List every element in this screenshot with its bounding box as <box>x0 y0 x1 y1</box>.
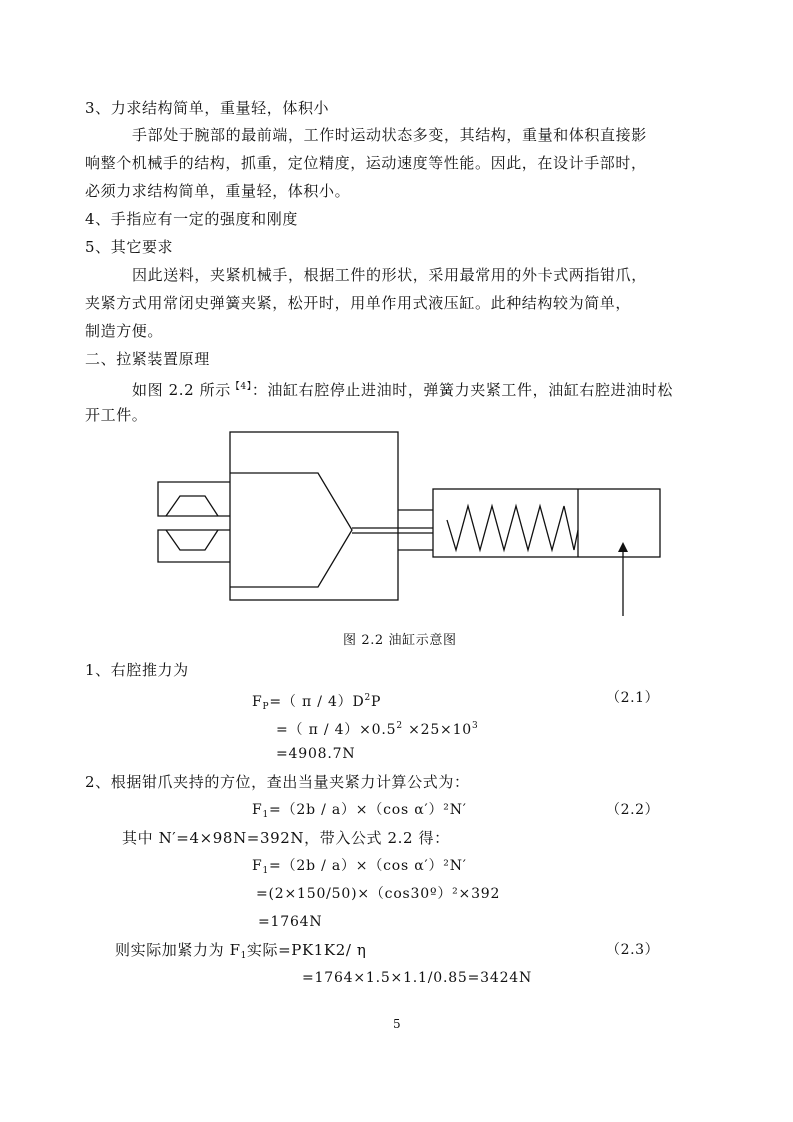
arrow-head-icon <box>618 542 628 552</box>
heading-5: 5、其它要求 <box>85 238 174 256</box>
section-heading: 二、拉紧装置原理 <box>85 350 210 368</box>
heading-3: 3、力求结构简单，重量轻，体积小 <box>85 99 330 117</box>
cylinder-body <box>230 432 398 600</box>
jaw-outline <box>230 473 352 587</box>
eq-symbol: F <box>252 802 263 818</box>
eq-symbol: F <box>252 694 263 710</box>
eq-text: =（ π / 4）D <box>269 694 365 710</box>
eq-superscript: 2 <box>396 721 403 731</box>
equation-number: （2.3） <box>606 942 660 958</box>
paragraph-line: 手部处于腕部的最前端，工作时运动状态多变，其结构，重量和体积直接影 <box>132 126 647 144</box>
eq-text: 实际=PK1K2/ η <box>246 941 367 959</box>
paragraph-line: 因此送料，夹紧机械手，根据工件的形状，采用最常用的外卡式两指钳爪， <box>132 266 647 284</box>
upper-finger-notch <box>166 496 218 516</box>
heading-4: 4、手指应有一定的强度和刚度 <box>85 210 298 228</box>
calc-heading-4 <box>115 940 366 966</box>
paragraph-line: 响整个机械手的结构，抓重，定位精度，运动速度等性能。因此，在设计手部时， <box>85 154 647 172</box>
eq-text: =（ π / 4）×0.5 <box>276 722 397 738</box>
equation-line: =1764N <box>258 914 323 930</box>
calc-heading-3: 其中 N′=4×98N=392N，带入公式 2.2 得： <box>122 829 450 847</box>
equation-line <box>252 856 467 881</box>
cylinder-tube <box>433 489 660 557</box>
eq-text: ×25×10 <box>402 722 472 738</box>
eq-subscript: 1 <box>262 810 270 820</box>
paragraph-text: 如图 2.2 所示 <box>132 381 231 399</box>
eq-superscript: 3 <box>471 721 479 731</box>
lower-finger-notch <box>166 530 218 550</box>
equation-line <box>276 716 479 740</box>
paragraph-line: 必须力求结构简单，重量轻，体积小。 <box>85 182 351 200</box>
eq-text: =（2b / a）×（cos α′）²N′ <box>269 802 467 818</box>
equation-line: =4908.7N <box>276 746 356 762</box>
eq-text: P <box>371 694 382 710</box>
eq-text: =（2b / a）×（cos α′）²N′ <box>269 858 467 874</box>
eq-subscript: 1 <box>262 866 270 876</box>
equation-line: =1764×1.5×1.1/0.85=3424N <box>302 970 533 986</box>
calc-heading-2: 2、根据钳爪夹持的方位，查出当量夹紧力计算公式为： <box>85 773 470 791</box>
page-number: 5 <box>393 1017 401 1031</box>
equation-2-2 <box>252 800 467 825</box>
equation-number: （2.2） <box>606 802 660 818</box>
eq-superscript: 2 <box>364 693 372 703</box>
paragraph-line: 夹紧方式用常闭史弹簧夹紧，松开时，用单作用式液压缸。此种结构较为简单， <box>85 294 632 312</box>
citation-ref: 【4】 <box>230 382 252 392</box>
eq-symbol: F <box>252 858 263 874</box>
equation-number: （2.1） <box>606 690 660 706</box>
eq-subscript: P <box>262 702 270 712</box>
spring <box>447 506 578 550</box>
paragraph-line: 开工件。 <box>85 406 148 424</box>
eq-text: 则实际加紧力为 F <box>115 941 241 959</box>
paragraph-line: 制造方便。 <box>85 322 164 340</box>
calc-heading-1: 1、右腔推力为 <box>85 661 189 679</box>
figure-caption: 图 2.2 油缸示意图 <box>343 633 457 648</box>
equation-2-1 <box>252 688 381 717</box>
equation-line: =(2×150/50)×（cos30º）²×392 <box>256 886 501 902</box>
eq-subscript: 1 <box>240 951 247 961</box>
paragraph-text: ：油缸右腔停止进油时，弹簧力夹紧工件，油缸右腔进油时松 <box>251 381 674 399</box>
